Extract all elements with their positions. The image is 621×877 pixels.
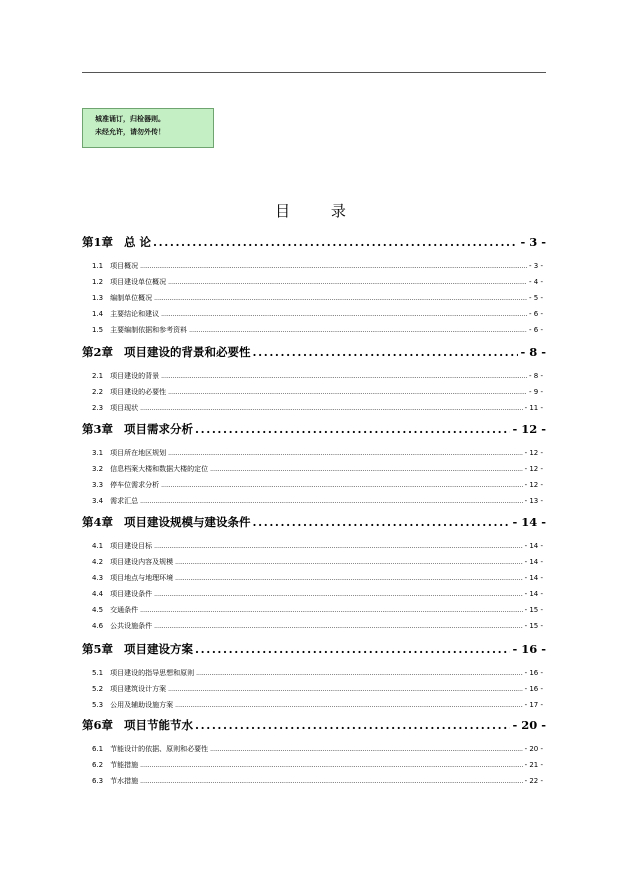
section-title: 项目建设的必要性 — [110, 388, 167, 396]
section-number: 2.2 — [92, 388, 104, 396]
toc-section-entry[interactable] — [92, 309, 543, 319]
toc-section-entry[interactable] — [92, 605, 543, 615]
section-number: 1.3 — [92, 294, 104, 302]
chapter-page-number: - 12 - — [512, 422, 546, 436]
notice-line-2: 未经允许，请勿外传！ — [95, 128, 165, 136]
section-page-number: - 16 - — [524, 669, 543, 677]
section-number: 6.3 — [92, 777, 104, 785]
section-title: 项目建筑设计方案 — [110, 685, 167, 693]
chapter-number: 第6章 — [82, 718, 114, 732]
section-title: 公共设施条件 — [110, 622, 153, 630]
section-page-number: - 16 - — [524, 685, 543, 693]
toc-title: 目 录 — [275, 202, 364, 220]
dot-leader — [196, 670, 522, 677]
section-page-number: - 6 - — [529, 310, 543, 318]
header-rule — [82, 72, 546, 73]
dot-leader — [161, 373, 527, 380]
section-number: 3.2 — [92, 465, 104, 473]
section-page-number: - 21 - — [524, 761, 543, 769]
section-page-number: - 5 - — [529, 294, 543, 302]
section-number: 5.3 — [92, 701, 104, 709]
section-title: 项目现状 — [110, 404, 139, 412]
toc-section-entry[interactable] — [92, 684, 543, 694]
section-title: 项目所在地区规划 — [110, 449, 167, 457]
toc-chapter-entry[interactable] — [82, 421, 546, 437]
toc-section-entry[interactable] — [92, 621, 543, 631]
chapter-title: 项目节能节水 — [124, 718, 194, 732]
section-title: 项目建设内容及规模 — [110, 558, 174, 566]
section-page-number: - 8 - — [529, 372, 543, 380]
dot-leader — [154, 543, 522, 550]
section-page-number: - 3 - — [529, 262, 543, 270]
section-title: 节水措施 — [110, 777, 139, 785]
dot-leader — [168, 450, 522, 457]
toc-section-entry[interactable] — [92, 744, 543, 754]
dot-leader — [175, 559, 522, 566]
notice-line-1: 城准诵订，归检器则。 — [95, 115, 165, 123]
section-title: 项目建设目标 — [110, 542, 153, 550]
dot-leader — [154, 295, 527, 302]
toc-section-entry[interactable] — [92, 589, 543, 599]
toc-chapter-entry[interactable] — [82, 641, 546, 657]
section-title: 交通条件 — [110, 606, 139, 614]
section-number: 3.3 — [92, 481, 104, 489]
toc-chapter-entry[interactable] — [82, 234, 546, 250]
dot-leader — [253, 345, 519, 359]
chapter-number: 第3章 — [82, 422, 114, 436]
section-page-number: - 13 - — [524, 497, 543, 505]
section-number: 3.1 — [92, 449, 104, 457]
toc-section-entry[interactable] — [92, 541, 543, 551]
section-page-number: - 4 - — [529, 278, 543, 286]
toc-section-entry[interactable] — [92, 277, 543, 287]
section-title: 主要编制依据和参考资料 — [110, 326, 188, 334]
toc-section-entry[interactable] — [92, 371, 543, 381]
section-number: 2.1 — [92, 372, 104, 380]
section-title: 项目建设条件 — [110, 590, 153, 598]
section-number: 2.3 — [92, 404, 104, 412]
dot-leader — [175, 702, 522, 709]
dot-leader — [154, 623, 522, 630]
section-number: 6.1 — [92, 745, 104, 753]
dot-leader — [161, 311, 527, 318]
toc-section-entry[interactable] — [92, 464, 543, 474]
chapter-number: 第4章 — [82, 515, 114, 529]
section-page-number: - 20 - — [524, 745, 543, 753]
toc-section-entry[interactable] — [92, 480, 543, 490]
dot-leader — [154, 591, 522, 598]
toc-section-entry[interactable] — [92, 557, 543, 567]
chapter-title: 项目建设规模与建设条件 — [124, 515, 251, 529]
section-number: 1.1 — [92, 262, 104, 270]
section-title: 项目建设的背景 — [110, 372, 160, 380]
dot-leader — [195, 642, 510, 656]
chapter-page-number: - 8 - — [520, 345, 546, 359]
section-number: 4.3 — [92, 574, 104, 582]
section-number: 4.1 — [92, 542, 104, 550]
toc-section-entry[interactable] — [92, 387, 543, 397]
toc-chapter-entry[interactable] — [82, 344, 546, 360]
section-title: 需求汇总 — [110, 497, 139, 505]
chapter-page-number: - 3 - — [520, 235, 546, 249]
chapter-page-number: - 14 - — [512, 515, 546, 529]
toc-section-entry[interactable] — [92, 700, 543, 710]
toc-section-entry[interactable] — [92, 261, 543, 271]
toc-chapter-entry[interactable] — [82, 717, 546, 733]
section-title: 主要结论和建议 — [110, 310, 160, 318]
dot-leader — [161, 482, 522, 489]
section-number: 4.2 — [92, 558, 104, 566]
section-title: 公用及辅助设施方案 — [110, 701, 174, 709]
section-page-number: - 17 - — [524, 701, 543, 709]
section-page-number: - 12 - — [524, 465, 543, 473]
dot-leader — [140, 405, 522, 412]
section-page-number: - 14 - — [524, 542, 543, 550]
section-page-number: - 11 - — [524, 404, 543, 412]
dot-leader — [195, 718, 510, 732]
section-title: 项目建设的指导思想和原则 — [110, 669, 195, 677]
section-title: 停车位需求分析 — [110, 481, 160, 489]
toc-section-entry[interactable] — [92, 325, 543, 335]
section-number: 1.4 — [92, 310, 104, 318]
chapter-number: 第1章 — [82, 235, 114, 249]
chapter-title: 项目需求分析 — [124, 422, 194, 436]
section-page-number: - 9 - — [529, 388, 543, 396]
chapter-page-number: - 16 - — [512, 642, 546, 656]
section-page-number: - 15 - — [524, 606, 543, 614]
dot-leader — [195, 422, 510, 436]
dot-leader — [168, 279, 527, 286]
section-page-number: - 15 - — [524, 622, 543, 630]
dot-leader — [140, 607, 522, 614]
dot-leader — [140, 263, 527, 270]
toc-section-entry[interactable] — [92, 293, 543, 303]
section-number: 6.2 — [92, 761, 104, 769]
section-number: 1.2 — [92, 278, 104, 286]
section-number: 1.5 — [92, 326, 104, 334]
section-title: 项目概况 — [110, 262, 139, 270]
section-number: 4.6 — [92, 622, 104, 630]
section-number: 4.4 — [92, 590, 104, 598]
dot-leader — [210, 746, 522, 753]
section-page-number: - 14 - — [524, 574, 543, 582]
chapter-title: 总 论 — [124, 235, 152, 249]
section-page-number: - 22 - — [524, 777, 543, 785]
chapter-number: 第2章 — [82, 345, 114, 359]
dot-leader — [140, 778, 522, 785]
chapter-title: 项目建设方案 — [124, 642, 194, 656]
toc-chapter-entry[interactable] — [82, 514, 546, 530]
section-title: 节能措施 — [110, 761, 139, 769]
section-title: 项目地点与地理环境 — [110, 574, 174, 582]
section-title: 编制单位概况 — [110, 294, 153, 302]
section-number: 5.1 — [92, 669, 104, 677]
dot-leader — [210, 466, 522, 473]
dot-leader — [140, 762, 522, 769]
section-page-number: - 12 - — [524, 481, 543, 489]
section-title: 信息档案大楼和数据大楼的定位 — [110, 465, 209, 473]
toc-section-entry[interactable] — [92, 496, 543, 506]
chapter-number: 第5章 — [82, 642, 114, 656]
toc-section-entry[interactable] — [92, 573, 543, 583]
toc-section-entry[interactable] — [92, 776, 543, 786]
chapter-title: 项目建设的背景和必要性 — [124, 345, 251, 359]
toc-section-entry[interactable] — [92, 403, 543, 413]
toc-section-entry[interactable] — [92, 448, 543, 458]
section-page-number: - 12 - — [524, 449, 543, 457]
section-number: 5.2 — [92, 685, 104, 693]
toc-section-entry[interactable] — [92, 668, 543, 678]
section-number: 4.5 — [92, 606, 104, 614]
section-page-number: - 6 - — [529, 326, 543, 334]
section-title: 项目建设单位概况 — [110, 278, 167, 286]
section-number: 3.4 — [92, 497, 104, 505]
dot-leader — [153, 235, 518, 249]
dot-leader — [168, 389, 527, 396]
section-page-number: - 14 - — [524, 558, 543, 566]
dot-leader — [189, 327, 527, 334]
dot-leader — [168, 686, 522, 693]
section-title: 节能设计的依据、原则和必要性 — [110, 745, 209, 753]
section-page-number: - 14 - — [524, 590, 543, 598]
toc-section-entry[interactable] — [92, 760, 543, 770]
dot-leader — [175, 575, 522, 582]
chapter-page-number: - 20 - — [512, 718, 546, 732]
dot-leader — [253, 515, 511, 529]
notice-box — [82, 108, 214, 148]
dot-leader — [140, 498, 522, 505]
